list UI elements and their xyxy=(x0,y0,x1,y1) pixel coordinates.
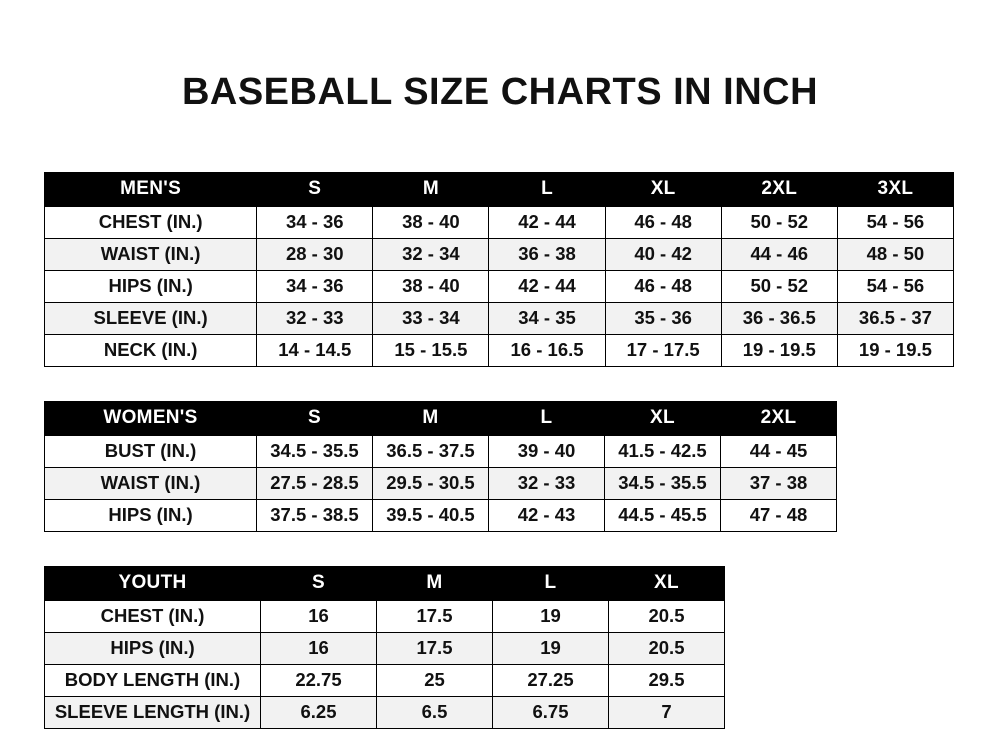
row-label-hips: HIPS (IN.) xyxy=(45,632,261,664)
cell: 42 - 44 xyxy=(489,270,605,302)
cell: 39.5 - 40.5 xyxy=(373,499,489,531)
youth-header-xl: XL xyxy=(609,566,725,600)
table-row xyxy=(45,499,837,531)
cell: 29.5 xyxy=(609,664,725,696)
cell: 34 - 36 xyxy=(257,206,373,238)
cell: 20.5 xyxy=(609,600,725,632)
cell: 42 - 43 xyxy=(489,499,605,531)
cell: 29.5 - 30.5 xyxy=(373,467,489,499)
mens-header-xl: XL xyxy=(605,172,721,206)
cell: 46 - 48 xyxy=(605,206,721,238)
womens-header-2xl: 2XL xyxy=(721,401,837,435)
row-label-chest: CHEST (IN.) xyxy=(45,600,261,632)
row-label-sleeve: SLEEVE (IN.) xyxy=(45,302,257,334)
cell: 54 - 56 xyxy=(837,270,953,302)
cell: 37.5 - 38.5 xyxy=(257,499,373,531)
row-label-chest: CHEST (IN.) xyxy=(45,206,257,238)
womens-size-table xyxy=(44,401,837,532)
cell: 39 - 40 xyxy=(489,435,605,467)
mens-header-m: M xyxy=(373,172,489,206)
table-row xyxy=(45,270,954,302)
row-label-hips: HIPS (IN.) xyxy=(45,499,257,531)
cell: 44.5 - 45.5 xyxy=(605,499,721,531)
cell: 32 - 33 xyxy=(489,467,605,499)
mens-header-2xl: 2XL xyxy=(721,172,837,206)
cell: 35 - 36 xyxy=(605,302,721,334)
womens-header-s: S xyxy=(257,401,373,435)
mens-header-s: S xyxy=(257,172,373,206)
table-row xyxy=(45,238,954,270)
table-row xyxy=(45,632,725,664)
cell: 47 - 48 xyxy=(721,499,837,531)
cell: 44 - 45 xyxy=(721,435,837,467)
cell: 16 xyxy=(261,632,377,664)
cell: 19 xyxy=(493,632,609,664)
row-label-waist: WAIST (IN.) xyxy=(45,238,257,270)
cell: 16 - 16.5 xyxy=(489,334,605,366)
cell: 15 - 15.5 xyxy=(373,334,489,366)
cell: 34 - 36 xyxy=(257,270,373,302)
cell: 33 - 34 xyxy=(373,302,489,334)
womens-header-label: WOMEN'S xyxy=(45,401,257,435)
table-row xyxy=(45,302,954,334)
mens-header-l: L xyxy=(489,172,605,206)
cell: 6.75 xyxy=(493,696,609,728)
cell: 34.5 - 35.5 xyxy=(257,435,373,467)
cell: 50 - 52 xyxy=(721,206,837,238)
cell: 27.5 - 28.5 xyxy=(257,467,373,499)
row-label-waist: WAIST (IN.) xyxy=(45,467,257,499)
row-label-bust: BUST (IN.) xyxy=(45,435,257,467)
table-row xyxy=(45,467,837,499)
womens-header-l: L xyxy=(489,401,605,435)
row-label-sleeve-length: SLEEVE LENGTH (IN.) xyxy=(45,696,261,728)
cell: 27.25 xyxy=(493,664,609,696)
table-row xyxy=(45,696,725,728)
cell: 50 - 52 xyxy=(721,270,837,302)
cell: 34 - 35 xyxy=(489,302,605,334)
cell: 36.5 - 37 xyxy=(837,302,953,334)
tables-container xyxy=(0,172,1000,729)
cell: 36 - 36.5 xyxy=(721,302,837,334)
cell: 34.5 - 35.5 xyxy=(605,467,721,499)
row-label-hips: HIPS (IN.) xyxy=(45,270,257,302)
cell: 17.5 xyxy=(377,600,493,632)
cell: 32 - 33 xyxy=(257,302,373,334)
mens-size-table xyxy=(44,172,954,367)
table-header-row xyxy=(45,566,725,600)
cell: 17.5 xyxy=(377,632,493,664)
cell: 19 xyxy=(493,600,609,632)
cell: 42 - 44 xyxy=(489,206,605,238)
youth-header-l: L xyxy=(493,566,609,600)
mens-header-label: MEN'S xyxy=(45,172,257,206)
cell: 38 - 40 xyxy=(373,206,489,238)
table-header-row xyxy=(45,401,837,435)
cell: 6.5 xyxy=(377,696,493,728)
table-row xyxy=(45,664,725,696)
cell: 16 xyxy=(261,600,377,632)
youth-header-m: M xyxy=(377,566,493,600)
cell: 54 - 56 xyxy=(837,206,953,238)
table-row xyxy=(45,206,954,238)
cell: 36.5 - 37.5 xyxy=(373,435,489,467)
row-label-neck: NECK (IN.) xyxy=(45,334,257,366)
womens-header-xl: XL xyxy=(605,401,721,435)
table-header-row xyxy=(45,172,954,206)
cell: 44 - 46 xyxy=(721,238,837,270)
cell: 7 xyxy=(609,696,725,728)
cell: 32 - 34 xyxy=(373,238,489,270)
cell: 6.25 xyxy=(261,696,377,728)
table-row xyxy=(45,600,725,632)
cell: 19 - 19.5 xyxy=(721,334,837,366)
youth-header-s: S xyxy=(261,566,377,600)
cell: 14 - 14.5 xyxy=(257,334,373,366)
cell: 28 - 30 xyxy=(257,238,373,270)
cell: 22.75 xyxy=(261,664,377,696)
cell: 38 - 40 xyxy=(373,270,489,302)
cell: 25 xyxy=(377,664,493,696)
youth-size-table xyxy=(44,566,725,729)
youth-header-label: YOUTH xyxy=(45,566,261,600)
row-label-body-length: BODY LENGTH (IN.) xyxy=(45,664,261,696)
table-row xyxy=(45,334,954,366)
cell: 41.5 - 42.5 xyxy=(605,435,721,467)
cell: 19 - 19.5 xyxy=(837,334,953,366)
cell: 36 - 38 xyxy=(489,238,605,270)
table-row xyxy=(45,435,837,467)
womens-header-m: M xyxy=(373,401,489,435)
page-title: BASEBALL SIZE CHARTS IN INCH xyxy=(181,71,819,113)
cell: 37 - 38 xyxy=(721,467,837,499)
cell: 48 - 50 xyxy=(837,238,953,270)
cell: 20.5 xyxy=(609,632,725,664)
cell: 46 - 48 xyxy=(605,270,721,302)
cell: 17 - 17.5 xyxy=(605,334,721,366)
cell: 40 - 42 xyxy=(605,238,721,270)
mens-header-3xl: 3XL xyxy=(837,172,953,206)
